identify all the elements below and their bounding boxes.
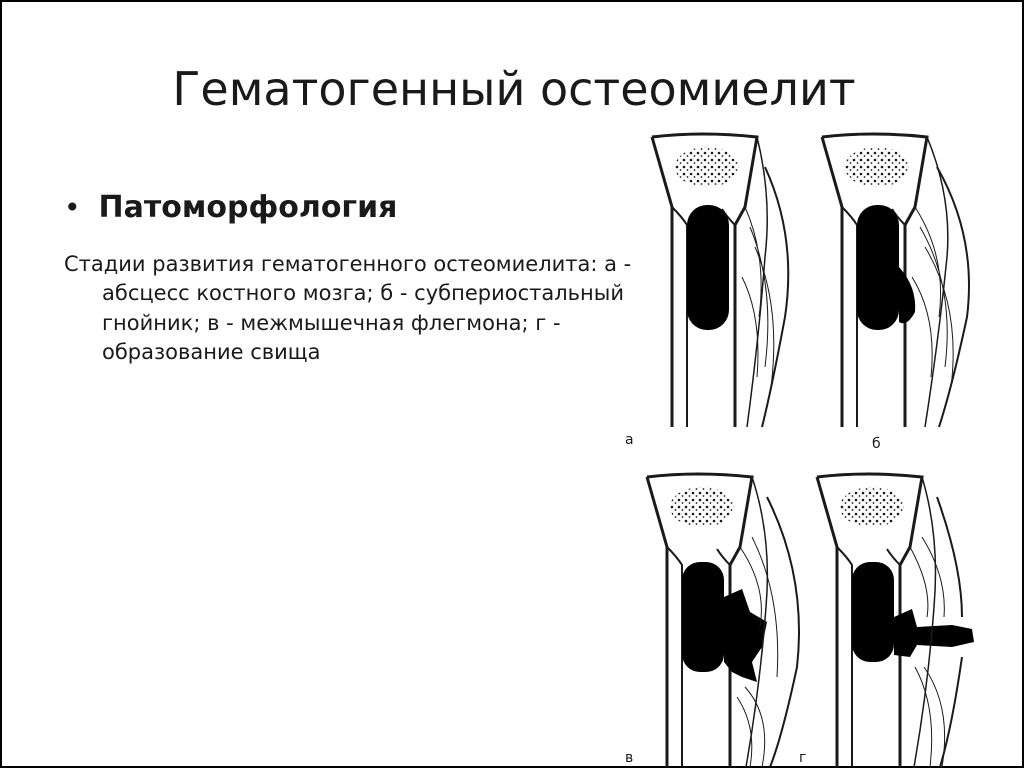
abscess-mark	[857, 205, 899, 330]
panel-label-b: б	[872, 436, 881, 452]
bullet-dot: •	[64, 191, 81, 224]
abscess-mark	[687, 205, 729, 330]
bone-stages-illustration	[617, 132, 977, 768]
stages-description: Стадии развития гематогенного остеомиелита: а - абсцесс костного мозга; б - субпериостальный гнойник; в - межмышечная флегмона; г - образование свища	[64, 252, 632, 365]
bone-marrow-spot	[675, 147, 739, 187]
panel-label-a: а	[625, 432, 634, 448]
slide-title: Гематогенный остеомиелит	[172, 62, 856, 116]
panel-a	[652, 134, 788, 427]
bullet-item	[64, 190, 397, 225]
panel-label-c: в	[625, 750, 634, 766]
bone-stages-figure	[617, 132, 977, 768]
panel-d	[817, 474, 974, 767]
panel-b	[822, 134, 969, 427]
bullet-heading: Патоморфология	[98, 190, 398, 225]
panel-label-d: г	[799, 750, 807, 766]
panel-c	[647, 474, 799, 767]
